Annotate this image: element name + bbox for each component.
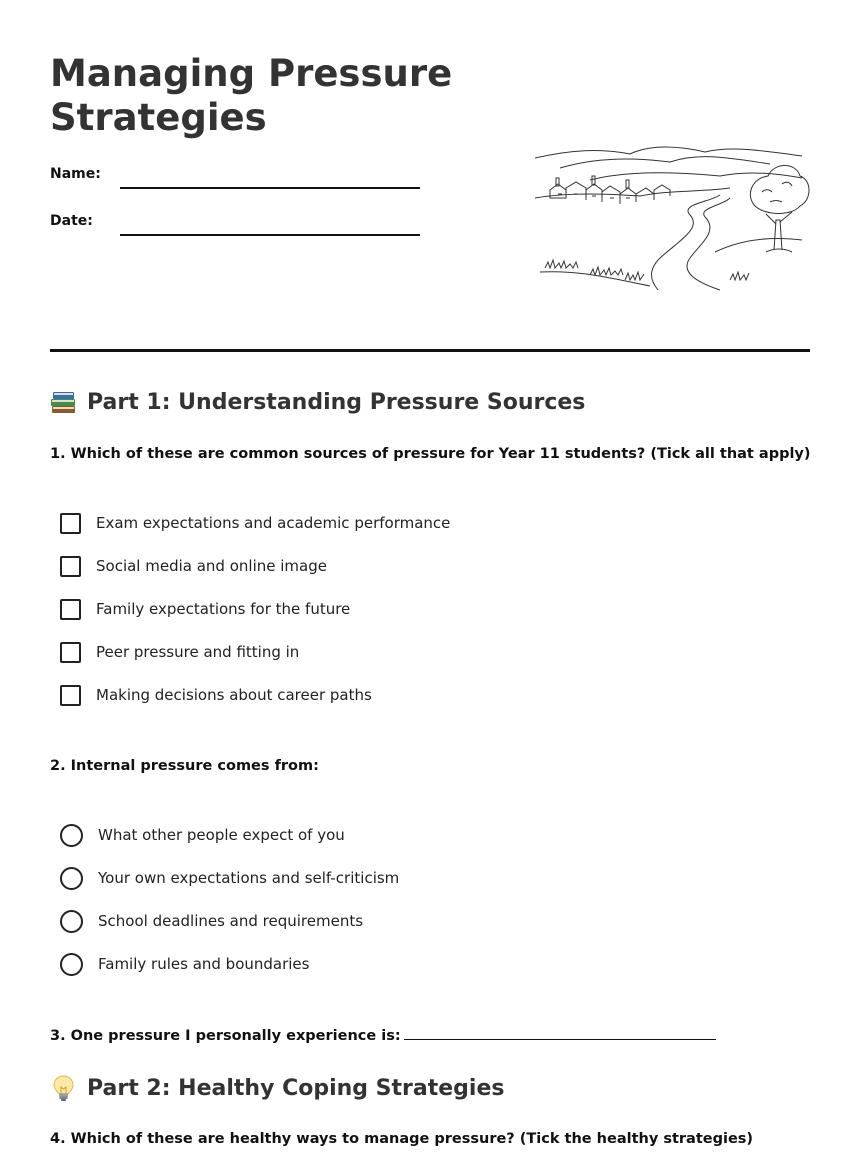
checkbox[interactable]	[60, 513, 81, 534]
option-label: Exam expectations and academic performance	[96, 514, 451, 532]
checkbox[interactable]	[60, 685, 81, 706]
section-divider	[50, 349, 810, 352]
checkbox[interactable]	[60, 599, 81, 620]
option-label: Family rules and boundaries	[98, 955, 310, 973]
name-field[interactable]	[120, 187, 420, 189]
question-4: 4. Which of these are healthy ways to manage pressure? (Tick the healthy strategies)	[50, 1131, 754, 1147]
option-label: Your own expectations and self-criticism	[98, 869, 400, 887]
date-label: Date:	[50, 213, 93, 229]
books-icon	[50, 390, 77, 415]
part1-heading	[50, 390, 585, 415]
q1-option[interactable]	[60, 597, 350, 621]
q1-option[interactable]	[60, 554, 327, 578]
name-label: Name:	[50, 166, 101, 182]
q2-option[interactable]	[60, 952, 309, 976]
option-label: Making decisions about career paths	[96, 686, 372, 704]
worksheet-title: Managing Pressure Strategies	[50, 52, 453, 139]
answer-blank-field[interactable]	[404, 1027, 716, 1040]
checkbox[interactable]	[60, 642, 81, 663]
question-3-text: 3. One pressure I personally experience is:	[50, 1028, 401, 1044]
part2-heading-text: Part 2: Healthy Coping Strategies	[87, 1075, 505, 1101]
checkbox[interactable]	[60, 556, 81, 577]
village-landscape-illustration	[530, 140, 810, 295]
lightbulb-icon	[50, 1074, 77, 1102]
radio-button[interactable]	[60, 824, 83, 847]
question-3	[50, 1027, 716, 1044]
part2-heading	[50, 1074, 504, 1102]
option-label: What other people expect of you	[98, 826, 345, 844]
radio-button[interactable]	[60, 953, 83, 976]
q1-option[interactable]	[60, 640, 299, 664]
q2-option[interactable]	[60, 823, 345, 847]
date-field[interactable]	[120, 234, 420, 236]
q1-option[interactable]	[60, 511, 450, 535]
option-label: Peer pressure and fitting in	[96, 643, 300, 661]
q1-option[interactable]	[60, 683, 372, 707]
radio-button[interactable]	[60, 910, 83, 933]
radio-button[interactable]	[60, 867, 83, 890]
q2-option[interactable]	[60, 909, 363, 933]
part1-heading-text: Part 1: Understanding Pressure Sources	[87, 390, 586, 415]
question-1: 1. Which of these are common sources of pressure for Year 11 students? (Tick all that apply)	[50, 446, 811, 462]
option-label: Social media and online image	[96, 557, 327, 575]
q2-option[interactable]	[60, 866, 399, 890]
option-label: Family expectations for the future	[96, 600, 351, 618]
question-2: 2. Internal pressure comes from:	[50, 758, 319, 774]
option-label: School deadlines and requirements	[98, 912, 364, 930]
